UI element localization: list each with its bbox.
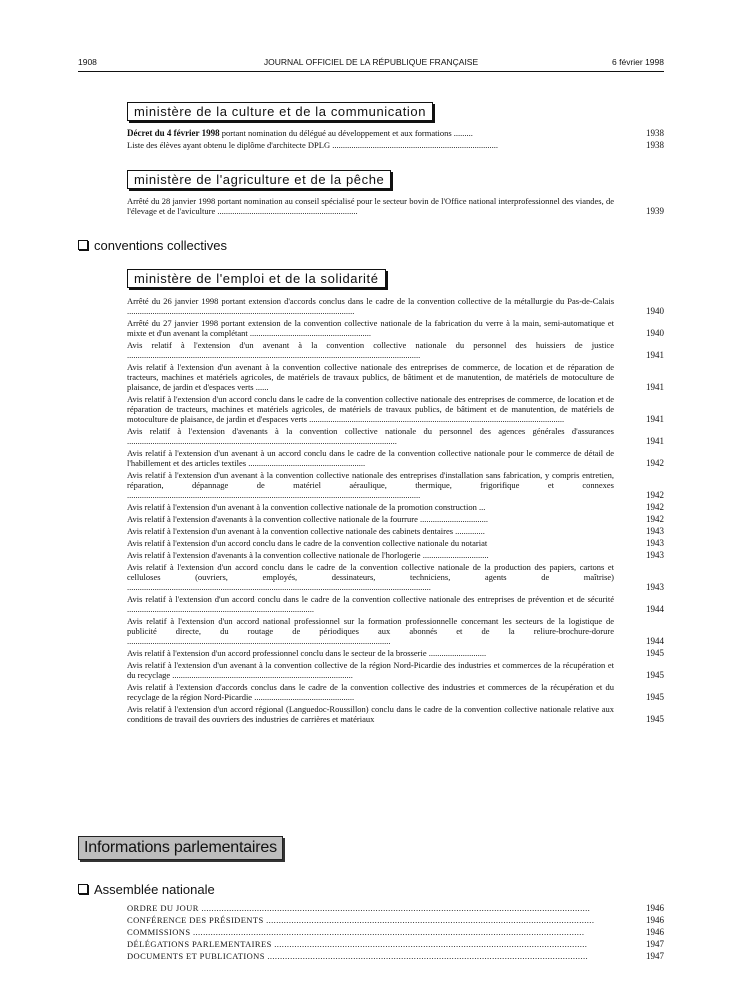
toc-page: 1946 [646, 927, 664, 937]
entry-page: 1945 [646, 714, 664, 724]
entry-page: 1943 [646, 550, 664, 560]
list-item[interactable] [127, 426, 664, 446]
entry-page: 1945 [646, 692, 664, 702]
banner-informations-parlementaires: Informations parlementaires [78, 836, 283, 860]
list-item[interactable] [127, 704, 664, 724]
entry-page: 1942 [646, 490, 664, 500]
heading-culture: ministère de la culture et de la communication [127, 102, 433, 121]
entry-text: Avis relatif à l'extension d'un avenant à un accord conclu dans le cadre de la convention collective nationale pour le commerce de détail de l'habillement et des articles textiles ....................................................... [127, 448, 614, 468]
list-item[interactable] [127, 616, 664, 646]
list-item[interactable] [127, 128, 664, 138]
entry-page: 1941 [646, 350, 664, 360]
list-item[interactable] [127, 550, 664, 560]
entry-text: Avis relatif à l'extension d'un avenant à la convention collective nationale des entreprises de commerce, de location et de réparation de tracteurs, machines et matériels agricoles, de matériels de travaux publics, de bâtiment et de manutention, de matériels de motoculture de plaisance, de jardin et d'espaces verts ...... [127, 362, 614, 392]
entry-page: 1939 [646, 206, 664, 216]
toc-page: 1947 [646, 951, 664, 961]
entry-text: portant nomination du délégué au développement et aux formations ......... [219, 128, 473, 138]
culture-entries [127, 128, 664, 150]
entry-page: 1941 [646, 436, 664, 446]
list-item[interactable] [127, 514, 664, 524]
toc-page: 1946 [646, 915, 664, 925]
entry-page: 1943 [646, 526, 664, 536]
entry-page: 1944 [646, 636, 664, 646]
entry-text: Avis relatif à l'extension d'un accord conclu dans le cadre de la convention collective nationale des entreprises de commerce, de location et de réparation de tracteurs, machines et matériels agricoles, de matériels de travaux publics, de bâtiment et de manutention, de matériels de motoculture de plaisance, de jardin et d'espaces verts ........................................................................................................................ [127, 394, 614, 424]
entry-page: 1942 [646, 458, 664, 468]
list-item[interactable] [127, 318, 664, 338]
journal-title: JOURNAL OFFICIEL DE LA RÉPUBLIQUE FRANÇAISE [263, 57, 479, 67]
section-title: Assemblée nationale [94, 882, 215, 897]
toc-label: DOCUMENTS ET PUBLICATIONS ............................................................................................................................... [127, 951, 589, 961]
entry-page: 1942 [646, 502, 664, 512]
entry-text: Avis relatif à l'extension d'un avenant à la convention collective nationale des cabinets dentaires .............. [127, 526, 485, 536]
entry-page: 1941 [646, 414, 664, 424]
page-number: 1908 [78, 57, 97, 67]
list-item[interactable] [127, 448, 664, 468]
list-item[interactable] [127, 682, 664, 702]
list-item[interactable] [127, 538, 664, 548]
entry-text: Avis relatif à l'extension d'avenants à la convention collective nationale de l'horlogerie ............................... [127, 550, 489, 560]
entry-text: Arrêté du 27 janvier 1998 portant extension de la convention collective nationale de la fabrication du verre à la main, semi-automatique et mixte et d'un avenant la complétant ......................................................... [127, 318, 614, 338]
toc-label: DÉLÉGATIONS PARLEMENTAIRES ............................................................................................................................ [127, 939, 588, 949]
list-item[interactable] [127, 140, 664, 150]
list-item[interactable] [127, 648, 664, 658]
header-rule [78, 71, 664, 72]
entry-text: Arrêté du 26 janvier 1998 portant extension d'accords conclus dans le cadre de la convention collective de la métallurgie du Pas-de-Calais ........................................................................................................... [127, 296, 614, 316]
checkbox-square-icon [78, 240, 88, 250]
entry-text: Avis relatif à l'extension d'un accord conclu dans le cadre de la convention collective nationale des entreprises de prévention et de sécurité ........................................................................................ [127, 594, 614, 614]
conventions-entries [127, 296, 664, 724]
assemblee-entries [127, 902, 664, 962]
entry-text: Avis relatif à l'extension d'accords conclus dans le cadre de la convention collective des industries et commerces de la récupération et du recyclage de la région Nord-Picardie ............................................... [127, 682, 614, 702]
entry-page: 1940 [646, 306, 664, 316]
entry-page: 1943 [646, 582, 664, 592]
entry-text: Avis relatif à l'extension d'avenants à la convention collective nationale de la fourrure ................................ [127, 514, 488, 524]
entry-text: Avis relatif à l'extension d'avenants à la convention collective nationale du personnel des agences générales d'assurances ............................................................................................................................... [127, 426, 614, 446]
toc-label: CONFÉRENCE DES PRÉSIDENTS .................................................................................................................................. [127, 915, 595, 925]
heading-agriculture: ministère de l'agriculture et de la pêche [127, 170, 391, 189]
toc-row[interactable] [127, 926, 664, 938]
entry-page: 1943 [646, 538, 664, 548]
entry-page: 1942 [646, 514, 664, 524]
page-header [78, 57, 664, 71]
checkbox-square-icon [78, 884, 88, 894]
entry-text: Avis relatif à l'extension d'un accord conclu dans le cadre de la convention collective nationale de la production des papiers, cartons et celluloses (ouvriers, employés, dessinateurs, techniciens, agents de maîtrise) ............................................................................................................................................... [127, 562, 614, 592]
entry-page: 1938 [646, 140, 664, 150]
entry-text: Avis relatif à l'extension d'un accord conclu dans le cadre de la convention collective nationale du notariat [127, 538, 488, 548]
entry-text: Arrêté du 28 janvier 1998 portant nomination au conseil spécialisé pour le secteur bovin de l'Office national interprofessionnel des viandes, de l'élevage et de l'aviculture .................................................................. [127, 196, 614, 216]
entry-text: Avis relatif à l'extension d'un avenant à la convention collective nationale du personnel des huissiers de justice .......................................................................................................................................... [127, 340, 614, 360]
list-item[interactable] [127, 562, 664, 592]
entry-text: Avis relatif à l'extension d'un avenant à la convention collective nationale des entreprises d'installation sans fabrication, y compris entretien, réparation, dépannage de matériel aéraulique, thermique, frigorifique et connexes .......................................................................................................................................... [127, 470, 614, 500]
section-assemblee [78, 882, 215, 897]
entry-text: Avis relatif à l'extension d'un avenant à la convention collective de la région Nord-Picardie des industries et commerces de la récupération et du recyclage ..................................................................................... [127, 660, 614, 680]
entry-text: Liste des élèves ayant obtenu le diplôme d'architecte DPLG .............................................................................. [127, 140, 498, 150]
toc-row[interactable] [127, 902, 664, 914]
toc-label: COMMISSIONS ........................................................................................................................................................... [127, 927, 585, 937]
entry-page: 1944 [646, 604, 664, 614]
entry-page: 1945 [646, 648, 664, 658]
section-title: conventions collectives [94, 238, 227, 253]
section-conventions [78, 238, 227, 253]
heading-emploi: ministère de l'emploi et de la solidarité [127, 269, 386, 288]
list-item[interactable] [127, 296, 664, 316]
list-item[interactable] [127, 594, 664, 614]
entry-page: 1945 [646, 670, 664, 680]
agriculture-entries [127, 196, 664, 216]
list-item[interactable] [127, 470, 664, 500]
toc-row[interactable] [127, 938, 664, 950]
list-item[interactable] [127, 340, 664, 360]
list-item[interactable] [127, 660, 664, 680]
toc-row[interactable] [127, 950, 664, 962]
issue-date: 6 février 1998 [612, 57, 664, 67]
toc-page: 1946 [646, 903, 664, 913]
toc-row[interactable] [127, 914, 664, 926]
list-item[interactable] [127, 394, 664, 424]
entry-page: 1941 [646, 382, 664, 392]
entry-lead: Décret du 4 février 1998 [127, 128, 220, 138]
entry-text: Avis relatif à l'extension d'un accord régional (Languedoc-Roussillon) conclu dans le cadre de la convention collective nationale relative aux conditions de travail des ouvriers des industries de carrières et matériaux [127, 704, 614, 724]
entry-page: 1938 [646, 128, 664, 138]
entry-page: 1940 [646, 328, 664, 338]
entry-text: Avis relatif à l'extension d'un accord national professionnel sur la formation professionnelle concernant les secteurs de la logistique de publicité directe, du routage de périodiques aux abonnés et de la reliure-brochure-dorure ............................................................................................................................ [127, 616, 614, 646]
toc-page: 1947 [646, 939, 664, 949]
list-item[interactable] [127, 362, 664, 392]
list-item[interactable] [127, 502, 664, 512]
entry-text: Avis relatif à l'extension d'un avenant à la convention collective nationale de la promotion construction ... [127, 502, 486, 512]
list-item[interactable] [127, 196, 664, 216]
list-item[interactable] [127, 526, 664, 536]
toc-label: ORDRE DU JOUR .......................................................................................................................................................... [127, 903, 591, 913]
entry-text: Avis relatif à l'extension d'un accord professionnel conclu dans le secteur de la brosserie ........................... [127, 648, 487, 658]
